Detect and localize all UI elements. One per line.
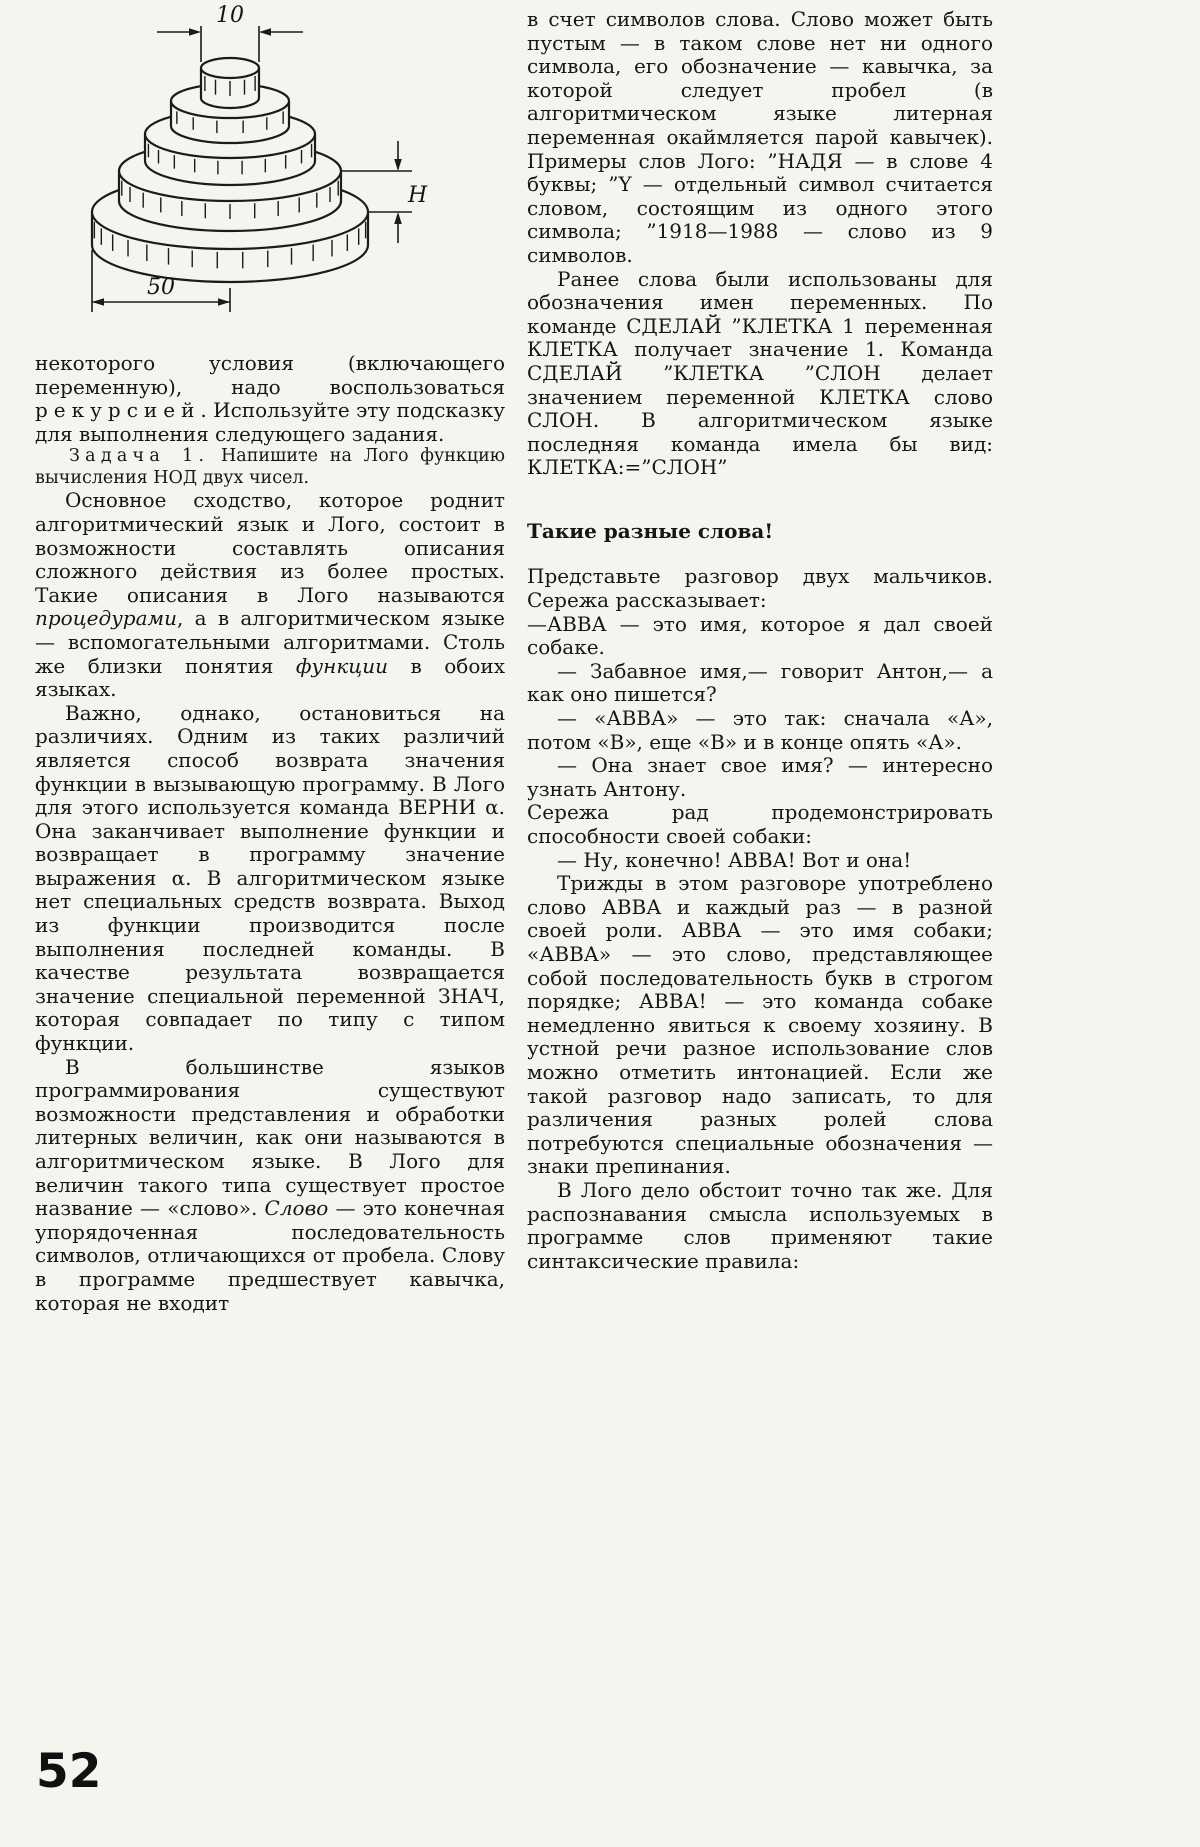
text-run: Важно, однако, остановиться на различиях. Одним из таких различий является способ возврата значения функции в вызывающую программу. В Лого для этого используется команда ВЕРНИ α. Она заканчивает выполнение функции и возвращает в программу значение выражения α. В алгоритмическом языке нет специальных средств возврата. Выход из функции производится после выполнения последней команды. В качестве результата возвращается значение специальной переменной ЗНАЧ, которая совпадает по типу с типом функции. (35, 700, 505, 1056)
text-run: Сережа рад продемонстрировать способности своей собаки: (527, 800, 993, 848)
text-run: Напишите на Лого функцию вычисления НОД двух чисел. (35, 446, 505, 488)
text-run: функции (295, 653, 388, 678)
paragraph (527, 1179, 993, 1273)
paragraph (527, 8, 993, 268)
paragraph (527, 565, 993, 612)
paragraph (35, 352, 505, 446)
figure-cylinder-stack (30, 4, 460, 344)
section-heading (527, 520, 993, 544)
text-run: рекурсией (35, 398, 201, 423)
right-column (527, 8, 993, 1273)
paragraph (527, 754, 993, 801)
text-run: В большинстве языков программирования существуют возможности представления и обработки литерных величин, как они называются в алгоритмическом языке. В Лого для величин такого типа существует простое название — «слово». (35, 1054, 505, 1221)
text-run: , а в алгоритмическом языке — вспомогательными алгоритмами. Столь же близки понятия (35, 606, 505, 678)
text-run: — Забавное имя,— говорит Антон,— а как оно пишется? (527, 658, 993, 707)
paragraph (527, 613, 993, 660)
cylinder-tiers (92, 58, 368, 282)
text-run: в счет символов слова. Слово может быть пустым — в таком слове нет ни одного символа, его обозначение — кавычка, за которой следует пробел (в алгоритмическом языке литерная переменная окаймляется парой кавычек). Примеры слов Лого: ”НАДЯ — в слове 4 буквы; ”Y — отдельный символ считается словом, состоящим из одного этого символа; ”1918—1988 — слово из 9 символов. (527, 7, 993, 267)
paragraph (527, 707, 993, 754)
text-run: Трижды в этом разговоре употреблено слово АВВА и каждый раз — в разной своей роли. АВВА — это имя собаки; «АВВА» — это слово, представляющее собой последовательность букв в строгом порядке; АВВА! — это команда собаке немедленно явиться к своему хозяину. В устной речи разное использование слов можно отметить интонацией. Если же такой разговор надо записать, то для различения разных ролей слова потребуются специальные обозначения — знаки препинания. (527, 871, 993, 1179)
text-run: Такие разные слова! (527, 518, 774, 543)
paragraph (527, 660, 993, 707)
paragraph (527, 849, 993, 873)
text-run: — это конечная упорядоченная последовательность символов, отличающихся от пробела. Слову в программе предшествует кавычка, которая не входит (35, 1196, 505, 1315)
text-run: некоторого условия (включающего переменную), надо воспользоваться (35, 351, 505, 399)
text-run: В Лого дело обстоит точно так же. Для распознавания смысла используемых в программе слов применяют такие синтаксические правила: (527, 1177, 993, 1273)
paragraph (35, 489, 505, 701)
text-run: . Используйте эту подсказку для выполнения следующего задания. (35, 398, 505, 446)
cylinder-stack-drawing (30, 4, 460, 344)
paragraph (527, 801, 993, 848)
text-run: Задача 1. (69, 446, 210, 467)
dim-label-base: 50 (147, 275, 175, 300)
text-run: процедурами (35, 606, 177, 631)
text-run: Основное сходство, которое роднит алгоритмический язык и Лого, состоит в возможности составлять описания сложного действия из более простых. Такие описания в Лого называются (35, 488, 505, 607)
left-column (35, 352, 505, 1315)
text-run: —АВВА — это имя, которое я дал своей собаке. (527, 611, 993, 660)
dimension-top-diameter (157, 4, 303, 62)
paragraph (35, 1056, 505, 1316)
text-run: Ранее слова были использованы для обозначения имен переменных. По команде СДЕЛАЙ ”КЛЕТКА 1 переменная КЛЕТКА получает значение 1. Команда СДЕЛАЙ ”КЛЕТКА ”СЛОН делает значением переменной КЛЕТКА слово СЛОН. В алгоритмическом языке последняя команда имела бы вид: КЛЕТКА:=”СЛОН” (527, 266, 993, 480)
text-run: — Ну, конечно! АВВА! Вот и она! (557, 847, 912, 872)
text-run: — Она знает свое имя? — интересно узнать Антону. (527, 753, 993, 801)
page-number: 52 (36, 1744, 102, 1799)
text-run: — «АВВА» — это так: сначала «А», потом «В», еще «В» и в конце опять «А». (527, 706, 993, 754)
dim-label-height: H (408, 183, 428, 208)
paragraph (527, 872, 993, 1179)
text-run: в обоих языках. (35, 653, 506, 702)
paragraph (35, 702, 505, 1056)
paragraph (35, 446, 505, 489)
paragraph (527, 268, 993, 480)
text-run: Представьте разговор двух мальчиков. Сережа рассказывает: (527, 564, 993, 613)
dim-label-top: 10 (216, 4, 244, 28)
text-run: Слово (264, 1196, 329, 1221)
